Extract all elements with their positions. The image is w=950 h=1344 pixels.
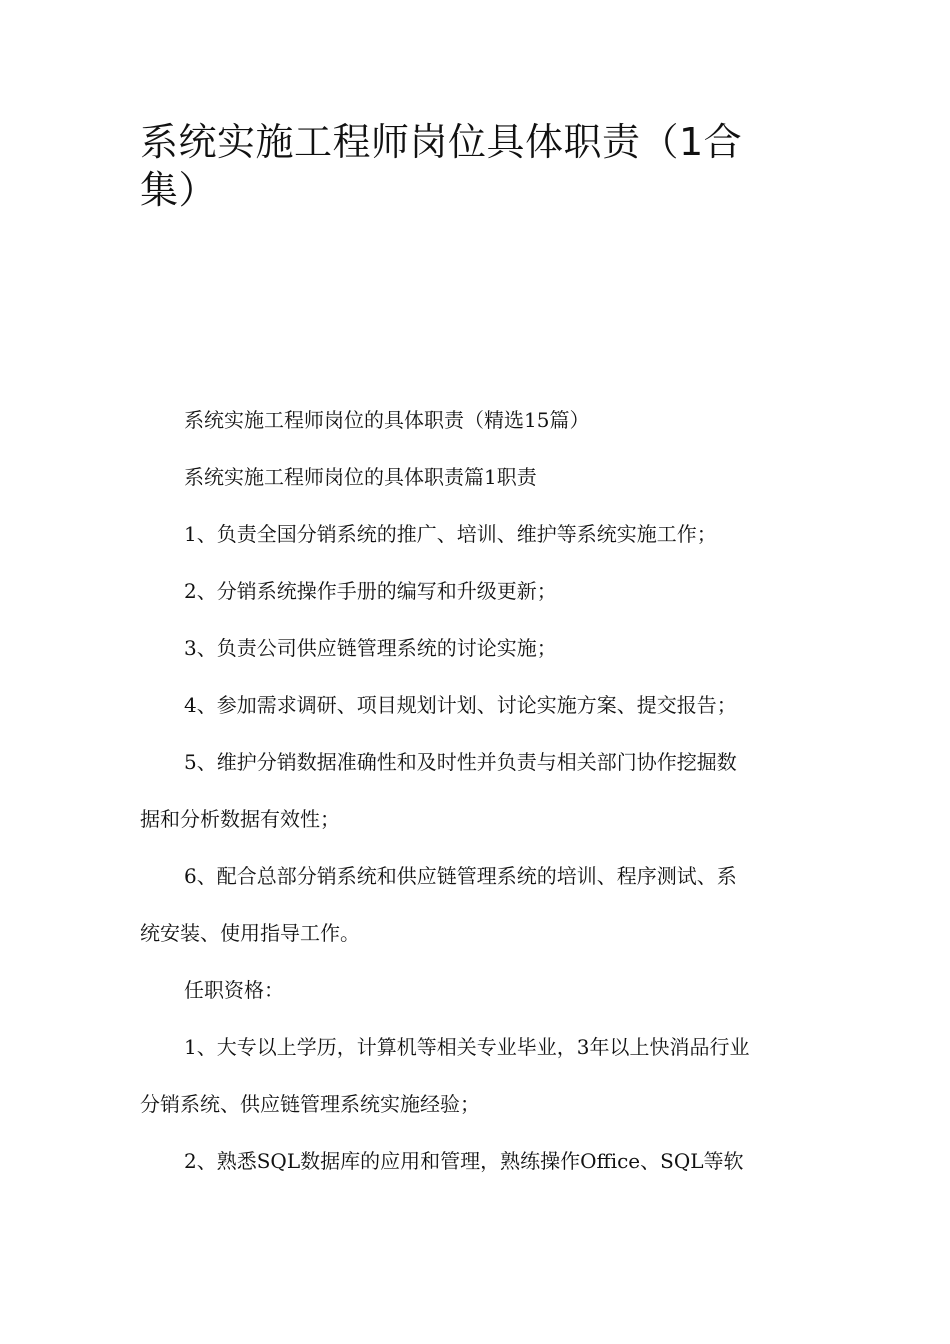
title-line-1: 系统实施工程师岗位具体职责（1合 [140, 120, 743, 164]
subtitle-line: 系统实施工程师岗位的具体职责（精选15篇） [184, 408, 590, 432]
paragraph-line: 1、大专以上学历，计算机等相关专业毕业，3年以上快消品行业 [184, 1035, 750, 1059]
paragraph-line: 6、配合总部分销系统和供应链管理系统的培训、程序测试、系 [184, 864, 737, 888]
paragraph-line: 3、负责公司供应链管理系统的讨论实施； [184, 636, 557, 660]
document-title [140, 118, 780, 214]
paragraph-line: 2、熟悉SQL数据库的应用和管理，熟练操作Office、SQL等软 [184, 1149, 744, 1173]
section-heading: 系统实施工程师岗位的具体职责篇1职责 [184, 465, 537, 489]
paragraph-line: 2、分销系统操作手册的编写和升级更新； [184, 579, 557, 603]
paragraph-line: 4、参加需求调研、项目规划计划、讨论实施方案、提交报告； [184, 693, 737, 717]
paragraph-line: 统安装、使用指导工作。 [140, 921, 360, 945]
section-heading: 任职资格： [184, 978, 284, 1002]
paragraph-line: 1、负责全国分销系统的推广、培训、维护等系统实施工作； [184, 522, 717, 546]
title-line-2: 集） [140, 168, 218, 212]
paragraph-line: 据和分析数据有效性； [140, 807, 340, 831]
paragraph-line: 5、维护分销数据准确性和及时性并负责与相关部门协作挖掘数 [184, 750, 737, 774]
paragraph-line: 分销系统、供应链管理系统实施经验； [140, 1092, 480, 1116]
